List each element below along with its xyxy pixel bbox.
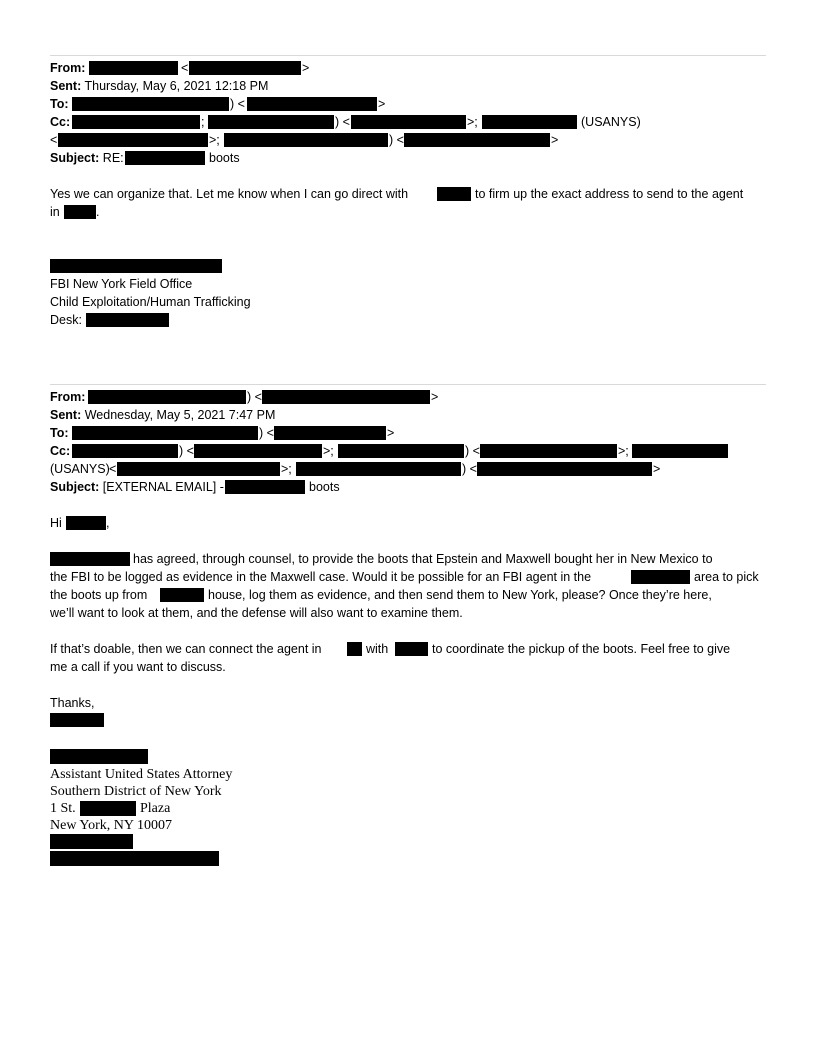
angle-close: >	[378, 97, 386, 111]
redaction	[86, 313, 169, 327]
body-text: house, log them as evidence, and then send them to New York, please? Once they’re here,	[208, 588, 712, 602]
body-line	[50, 568, 591, 586]
sig-office: FBI New York Field Office	[50, 277, 193, 291]
greeting	[50, 514, 62, 532]
redaction	[262, 390, 430, 404]
punct: ;	[201, 115, 205, 129]
redaction	[480, 444, 617, 458]
thanks-text: Thanks,	[50, 696, 95, 710]
punct: >;	[209, 133, 220, 147]
sig-address	[50, 800, 76, 818]
to-label: To:	[50, 97, 69, 111]
redaction	[247, 97, 377, 111]
punct: ) <	[230, 97, 245, 111]
punct: >;	[323, 444, 334, 458]
redaction	[160, 588, 204, 602]
redaction	[58, 133, 208, 147]
body-line	[50, 185, 408, 203]
redaction	[632, 444, 728, 458]
cc-usanys: (USANYS)	[50, 462, 110, 476]
body-line	[50, 658, 226, 676]
body-line	[50, 640, 322, 658]
redaction	[225, 480, 305, 494]
cc-label: Cc:	[50, 444, 71, 458]
redaction	[50, 834, 133, 849]
greeting-text: Hi	[50, 516, 62, 530]
from-label: From:	[50, 390, 86, 404]
subject-prefix: [EXTERNAL EMAIL] -	[102, 480, 224, 494]
subject-row	[50, 478, 224, 496]
angle-close: >	[653, 462, 661, 476]
redaction	[72, 444, 178, 458]
body-text: the FBI to be logged as evidence in the Maxwell case. Would it be possible for an FBI agent in the	[50, 570, 592, 584]
punct: ) <	[389, 133, 404, 147]
sig-address-b: Plaza	[140, 801, 171, 816]
subject-label: Subject:	[50, 480, 100, 494]
sig-city: New York, NY 10007	[50, 818, 172, 833]
sent-label: Sent:	[50, 408, 82, 422]
redaction	[72, 426, 258, 440]
body-text: .	[96, 205, 100, 219]
sent-row	[50, 406, 275, 424]
redaction	[631, 570, 690, 584]
angle-close: >	[551, 133, 559, 147]
redaction	[274, 426, 386, 440]
body-line	[50, 203, 60, 221]
redaction	[117, 462, 280, 476]
sig-unit: Child Exploitation/Human Trafficking	[50, 295, 251, 309]
redaction	[50, 749, 148, 764]
to-row	[50, 95, 69, 113]
punct: ) <	[335, 115, 350, 129]
redaction	[351, 115, 466, 129]
from-row	[50, 388, 85, 406]
angle-open: <	[109, 462, 117, 476]
sig-title: Assistant United States Attorney	[50, 767, 233, 782]
body-text: with	[366, 642, 389, 656]
body-line	[50, 586, 147, 604]
body-text: to coordinate the pickup of the boots. Feel free to give	[432, 642, 731, 656]
sent-row	[50, 77, 268, 95]
body-text: me a call if you want to discuss.	[50, 660, 226, 674]
redaction	[347, 642, 362, 656]
punct: ) <	[462, 462, 477, 476]
redaction	[437, 187, 471, 201]
redaction	[66, 516, 106, 530]
punct: >;	[467, 115, 478, 129]
angle-close: >	[302, 61, 310, 75]
sig-address-a: 1 St.	[50, 801, 76, 816]
redaction	[50, 552, 130, 566]
body-text: has agreed, through counsel, to provide the boots that Epstein and Maxwell bought her in New Mexico to	[133, 552, 713, 566]
punct: >;	[281, 462, 292, 476]
angle-open: <	[181, 61, 189, 75]
subject-row	[50, 149, 124, 167]
body-text: If that’s doable, then we can connect the agent in	[50, 642, 322, 656]
redaction	[395, 642, 428, 656]
redaction	[194, 444, 322, 458]
body-text: the boots up from	[50, 588, 148, 602]
body-text: Yes we can organize that. Let me know when I can go direct with	[50, 187, 409, 201]
to-label: To:	[50, 426, 69, 440]
redaction	[189, 61, 301, 75]
sent-value: Thursday, May 6, 2021 12:18 PM	[84, 79, 269, 93]
redaction	[404, 133, 550, 147]
redaction	[208, 115, 334, 129]
from-label: From:	[50, 61, 86, 75]
body-text: we’ll want to look at them, and the defense will also want to examine them.	[50, 606, 463, 620]
redaction	[50, 851, 219, 866]
redaction	[72, 115, 200, 129]
sent-label: Sent:	[50, 79, 82, 93]
body-text: in	[50, 205, 60, 219]
punct: ) <	[247, 390, 262, 404]
redaction	[89, 61, 178, 75]
subject-label: Subject:	[50, 151, 100, 165]
body-text: area to pick	[694, 570, 759, 584]
redaction	[64, 205, 96, 219]
angle-close: >	[431, 390, 439, 404]
redaction	[88, 390, 246, 404]
sig-district: Southern District of New York	[50, 784, 222, 799]
redaction	[477, 462, 652, 476]
cc-row	[50, 442, 70, 460]
redaction	[50, 713, 104, 727]
sent-value: Wednesday, May 5, 2021 7:47 PM	[84, 408, 276, 422]
redaction	[482, 115, 577, 129]
punct: >;	[618, 444, 629, 458]
punct: ) <	[465, 444, 480, 458]
cc-row	[50, 113, 70, 131]
subject-suffix: boots	[209, 151, 240, 165]
from-row	[50, 59, 85, 77]
redaction	[338, 444, 464, 458]
angle-close: >	[387, 426, 395, 440]
redaction	[125, 151, 205, 165]
redaction	[50, 259, 222, 273]
punct: ) <	[179, 444, 194, 458]
cc-usanys-row	[50, 460, 110, 478]
punct: ) <	[259, 426, 274, 440]
sig-desk: Desk:	[50, 313, 82, 327]
body-line	[50, 604, 463, 622]
cc-label: Cc:	[50, 115, 71, 129]
thanks	[50, 694, 94, 712]
redaction	[224, 133, 388, 147]
angle-open: <	[50, 133, 58, 147]
subject-suffix: boots	[309, 480, 340, 494]
redaction	[80, 801, 136, 816]
subject-prefix: RE:	[102, 151, 124, 165]
header-divider-top	[50, 55, 766, 56]
redaction	[72, 97, 229, 111]
to-row	[50, 424, 69, 442]
punct: ,	[106, 516, 110, 530]
redaction	[296, 462, 461, 476]
cc-usanys: (USANYS)	[581, 115, 641, 129]
header-divider	[50, 384, 766, 385]
body-text: to firm up the exact address to send to the agent	[475, 187, 744, 201]
